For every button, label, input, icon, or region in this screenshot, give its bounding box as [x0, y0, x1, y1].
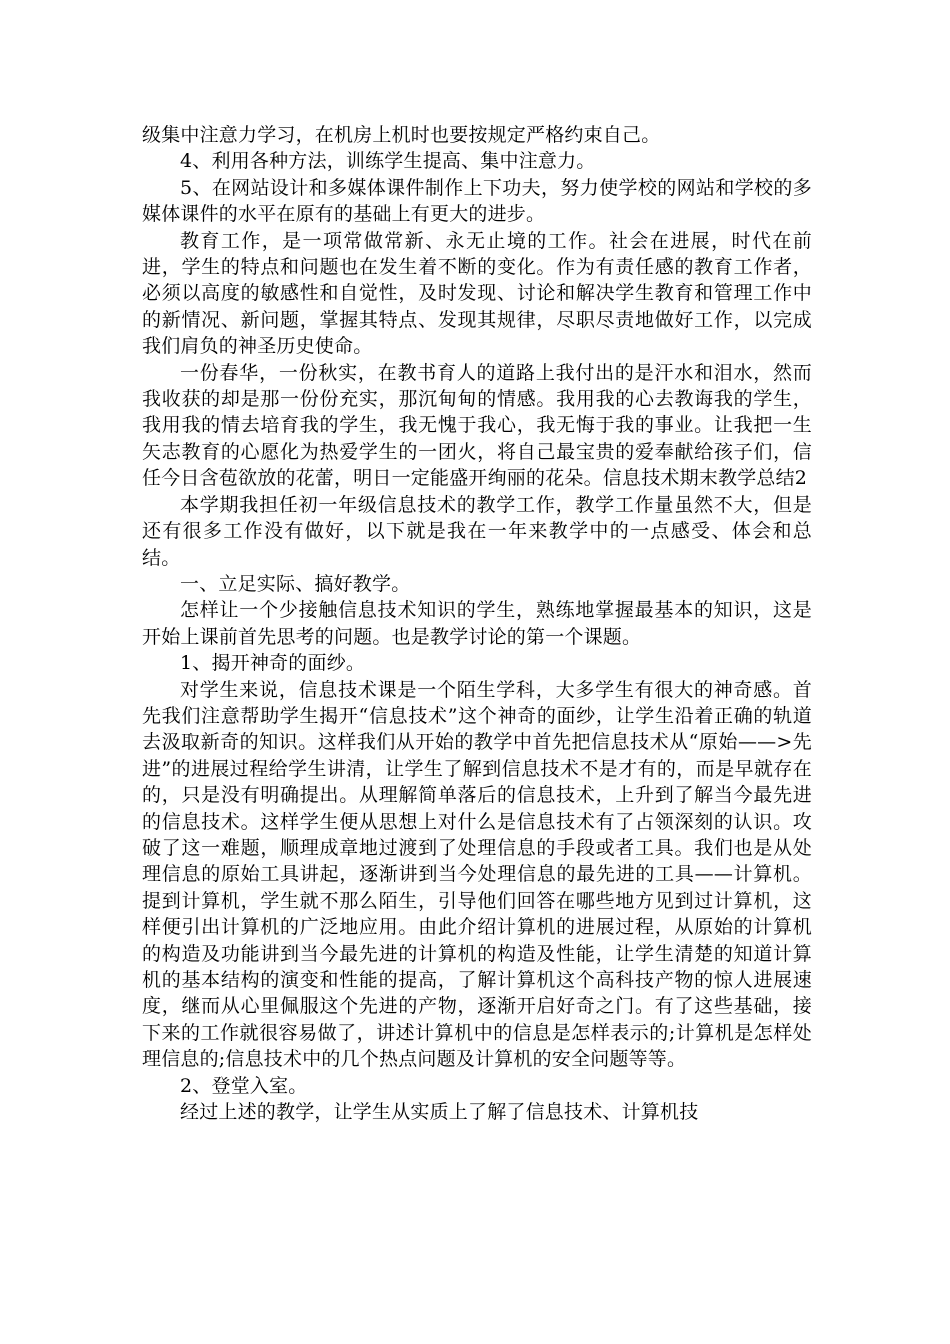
- paragraph-after-teaching: 经过上述的教学，让学生从实质上了解了信息技术、计算机技: [180, 1101, 699, 1124]
- paragraph-continuation: 级集中注意力学习，在机房上机时也要按规定严格约束自己。: [142, 124, 661, 146]
- section-heading-1: 一、立足实际、搞好教学。: [180, 572, 411, 595]
- subheading-1: 1、揭开神奇的面纱。: [180, 652, 366, 675]
- document-page: [142, 122, 812, 1125]
- paragraph-first-topic: 怎样让一个少接触信息技术知识的学生，熟练地掌握最基本的知识，这是开始上课前首先思考的问题。也是教学讨论的第一个课题。: [142, 599, 812, 648]
- paragraph-mystery-veil: 对学生来说，信息技术课是一个陌生学科，大多学生有很大的神奇感。首先我们注意帮助学生揭开“信息技术”这个神奇的面纱，让学生沿着正确的轨道去汲取新奇的知识。这样我们从开始的教学中首先把信息技术从“原始——>先进”的进展过程给学生讲清，让学生了解到信息技术不是才有的，而是早就存在的，只是没有明确提出。从理解简单落后的信息技术，上升到了解当今最先进的信息技术。这样学生便从思想上对什么是信息技术有了占领深刻的认识。攻破了这一难题，顺理成章地过渡到了处理信息的手段或者工具。我们也是从处理信息的原始工具讲起，逐渐讲到当今处理信息的最先进的工具——计算机。提到计算机，学生就不那么陌生，引导他们回答在哪些地方见到过计算机，这样便引出计算机的广泛地应用。由此介绍计算机的进展过程，从原始的计算机的构造及功能讲到当今最先进的计算机的构造及性能，让学生清楚的知道计算机的基本结构的演变和性能的提高，了解计算机这个高科技产物的惊人进展速度，继而从心里佩服这个先进的产物，逐渐开启好奇之门。有了这些基础，接下来的工作就很容易做了，讲述计算机中的信息是怎样表示的;计算机是怎样处理信息的;信息技术中的几个热点问题及计算机的安全问题等等。: [142, 678, 812, 1071]
- paragraph-spring-autumn: 一份春华，一份秋实，在教书育人的道路上我付出的是汗水和泪水，然而我收获的却是那一份份充实，那沉甸甸的情感。我用我的心去教诲我的学生，我用我的情去培育我的学生，我无愧于我心，我无悔于我的事业。让我把一生矢志教育的心愿化为热爱学生的一团火，将自己最宝贵的爱奉献给孩子们，信任今日含苞欲放的花蕾，明日一定能盛开绚丽的花朵。信息技术期末教学总结2: [142, 361, 812, 490]
- subheading-2: 2、登堂入室。: [180, 1074, 308, 1097]
- paragraph-education-work: 教育工作，是一项常做常新、永无止境的工作。社会在进展，时代在前进，学生的特点和问题也在发生着不断的变化。作为有责任感的教育工作者，必须以高度的敏感性和自觉性，及时发现、讨论和解决学生教育和管理工作中的新情况、新问题，掌握其特点、发现其规律，尽职尽责地做好工作，以完成我们肩负的神圣历史使命。: [142, 229, 812, 358]
- paragraph-item-4: 4、利用各种方法，训练学生提高、集中注意力。: [180, 150, 596, 173]
- paragraph-item-5: 5、在网站设计和多媒体课件制作上下功夫，努力使学校的网站和学校的多媒体课件的水平在原有的基础上有更大的进步。: [142, 176, 812, 226]
- paragraph-semester-intro: 本学期我担任初一年级信息技术的教学工作，教学工作量虽然不大，但是还有很多工作没有做好，以下就是我在一年来教学中的一点感受、体会和总结。: [142, 493, 812, 569]
